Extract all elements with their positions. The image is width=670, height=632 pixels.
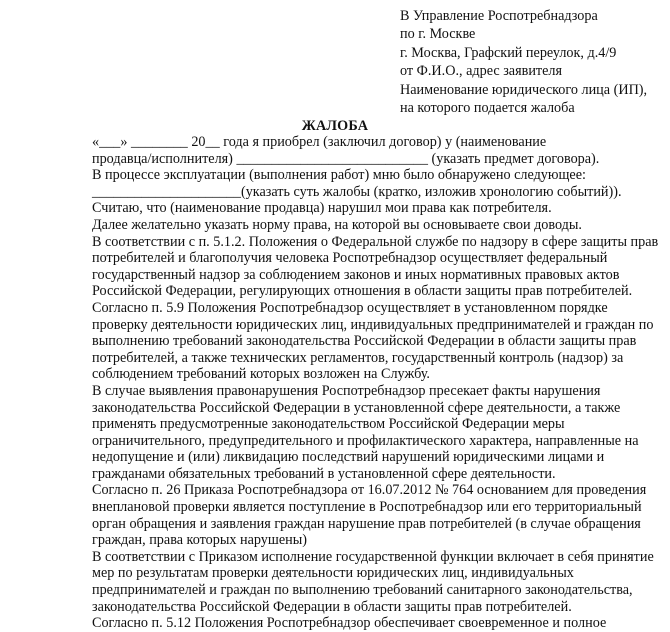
body-line: потребителей, а также технических регламентов, государственный контроль (надзор) за bbox=[92, 349, 624, 366]
body-line: мер по результатам проверки деятельности юридических лиц, индивидуальных bbox=[92, 565, 574, 582]
body-line: предпринимателей и граждан по выполнению требований санитарного законодательства, bbox=[92, 582, 633, 599]
body-line: В соответствии с п. 5.1.2. Положения о Федеральной службе по надзору в сфере защиты прав bbox=[92, 233, 659, 250]
body-line: _____________________(указать суть жалобы (кратко, изложив хронологию событий)). bbox=[92, 183, 622, 200]
addressee-line: г. Москва, Графский переулок, д.4/9 bbox=[400, 44, 617, 61]
body-line: недопущение и (или) ликвидацию последствий нарушений юридическими лицами и bbox=[92, 449, 605, 466]
addressee-line: от Ф.И.О., адрес заявителя bbox=[400, 63, 563, 80]
body-line: орган обращения и заявления граждан нарушение прав потребителей (в случае обращения bbox=[92, 515, 641, 532]
body-line: Согласно п. 26 Приказа Роспотребнадзора от 16.07.2012 № 764 основанием для проведения bbox=[92, 482, 647, 499]
body-line: В процессе эксплуатации (выполнения работ) мню было обнаружено следующее: bbox=[92, 167, 586, 184]
body-line: государственный надзор за соблюдением законов и иных нормативных правовых актов bbox=[92, 266, 620, 283]
body-line: «___» ________ 20__ года я приобрел (заключил договор) у (наименование bbox=[92, 134, 547, 150]
body-line: продавца/исполнителя) ___________________________ (указать предмет договора). bbox=[92, 150, 600, 167]
addressee-line: на которого подается жалоба bbox=[400, 100, 575, 117]
body-line: потребителей и благополучия человека Роспотребнадзор осуществляет федеральный bbox=[92, 250, 608, 267]
body-line: выполнению требований законодательства Российской Федерации в области защиты прав bbox=[92, 333, 637, 350]
body-line: граждан, права которых нарушены) bbox=[92, 532, 307, 549]
body-line: Считаю, что (наименование продавца) нарушил мои права как потребителя. bbox=[92, 200, 552, 217]
body-line: В случае выявления правонарушения Роспотребнадзор пресекает факты нарушения bbox=[92, 382, 601, 399]
body-line: Далее желательно указать норму права, на которой вы основываете свои доводы. bbox=[92, 216, 582, 233]
body-line: Российской Федерации, регулирующих отношения в области защиты прав потребителей. bbox=[92, 283, 633, 300]
body-line: гражданами обязательных требований в установленной сфере деятельности. bbox=[92, 465, 556, 482]
body-line: Согласно п. 5.9 Положения Роспотребнадзор осуществляет в установленном порядке bbox=[92, 299, 608, 316]
addressee-line: В Управление Роспотребнадзора bbox=[400, 8, 598, 24]
complaint-body bbox=[92, 134, 659, 632]
body-line: внеплановой проверки является поступление в Роспотребнадзор или его территориальный bbox=[92, 499, 642, 516]
addressee-block bbox=[400, 7, 647, 117]
document-title: ЖАЛОБА bbox=[301, 118, 369, 134]
body-line: проверку деятельности юридических лиц, индивидуальных предпринимателей и граждан по bbox=[92, 316, 654, 333]
addressee-line: Наименование юридического лица (ИП), bbox=[400, 81, 648, 98]
addressee-line: по г. Москве bbox=[400, 26, 476, 43]
body-line: ограничительного, предупредительного и профилактического характера, направленные на bbox=[92, 432, 639, 449]
body-line: законодательства Российской Федерации в области защиты прав потребителей. bbox=[92, 598, 572, 615]
body-line: соблюдением требований которых возложен на Службу. bbox=[92, 366, 430, 383]
body-line: законодательства Российской Федерации в установленной сфере деятельности, а также bbox=[92, 399, 621, 416]
body-line: В соответствии с Приказом исполнение государственной функции включает в себя принятие bbox=[92, 548, 654, 565]
body-line: Согласно п. 5.12 Положения Роспотребнадзор обеспечивает своевременное и полное bbox=[92, 615, 607, 632]
body-line: применять предусмотренные законодательством Российской Федерации меры bbox=[92, 416, 565, 433]
